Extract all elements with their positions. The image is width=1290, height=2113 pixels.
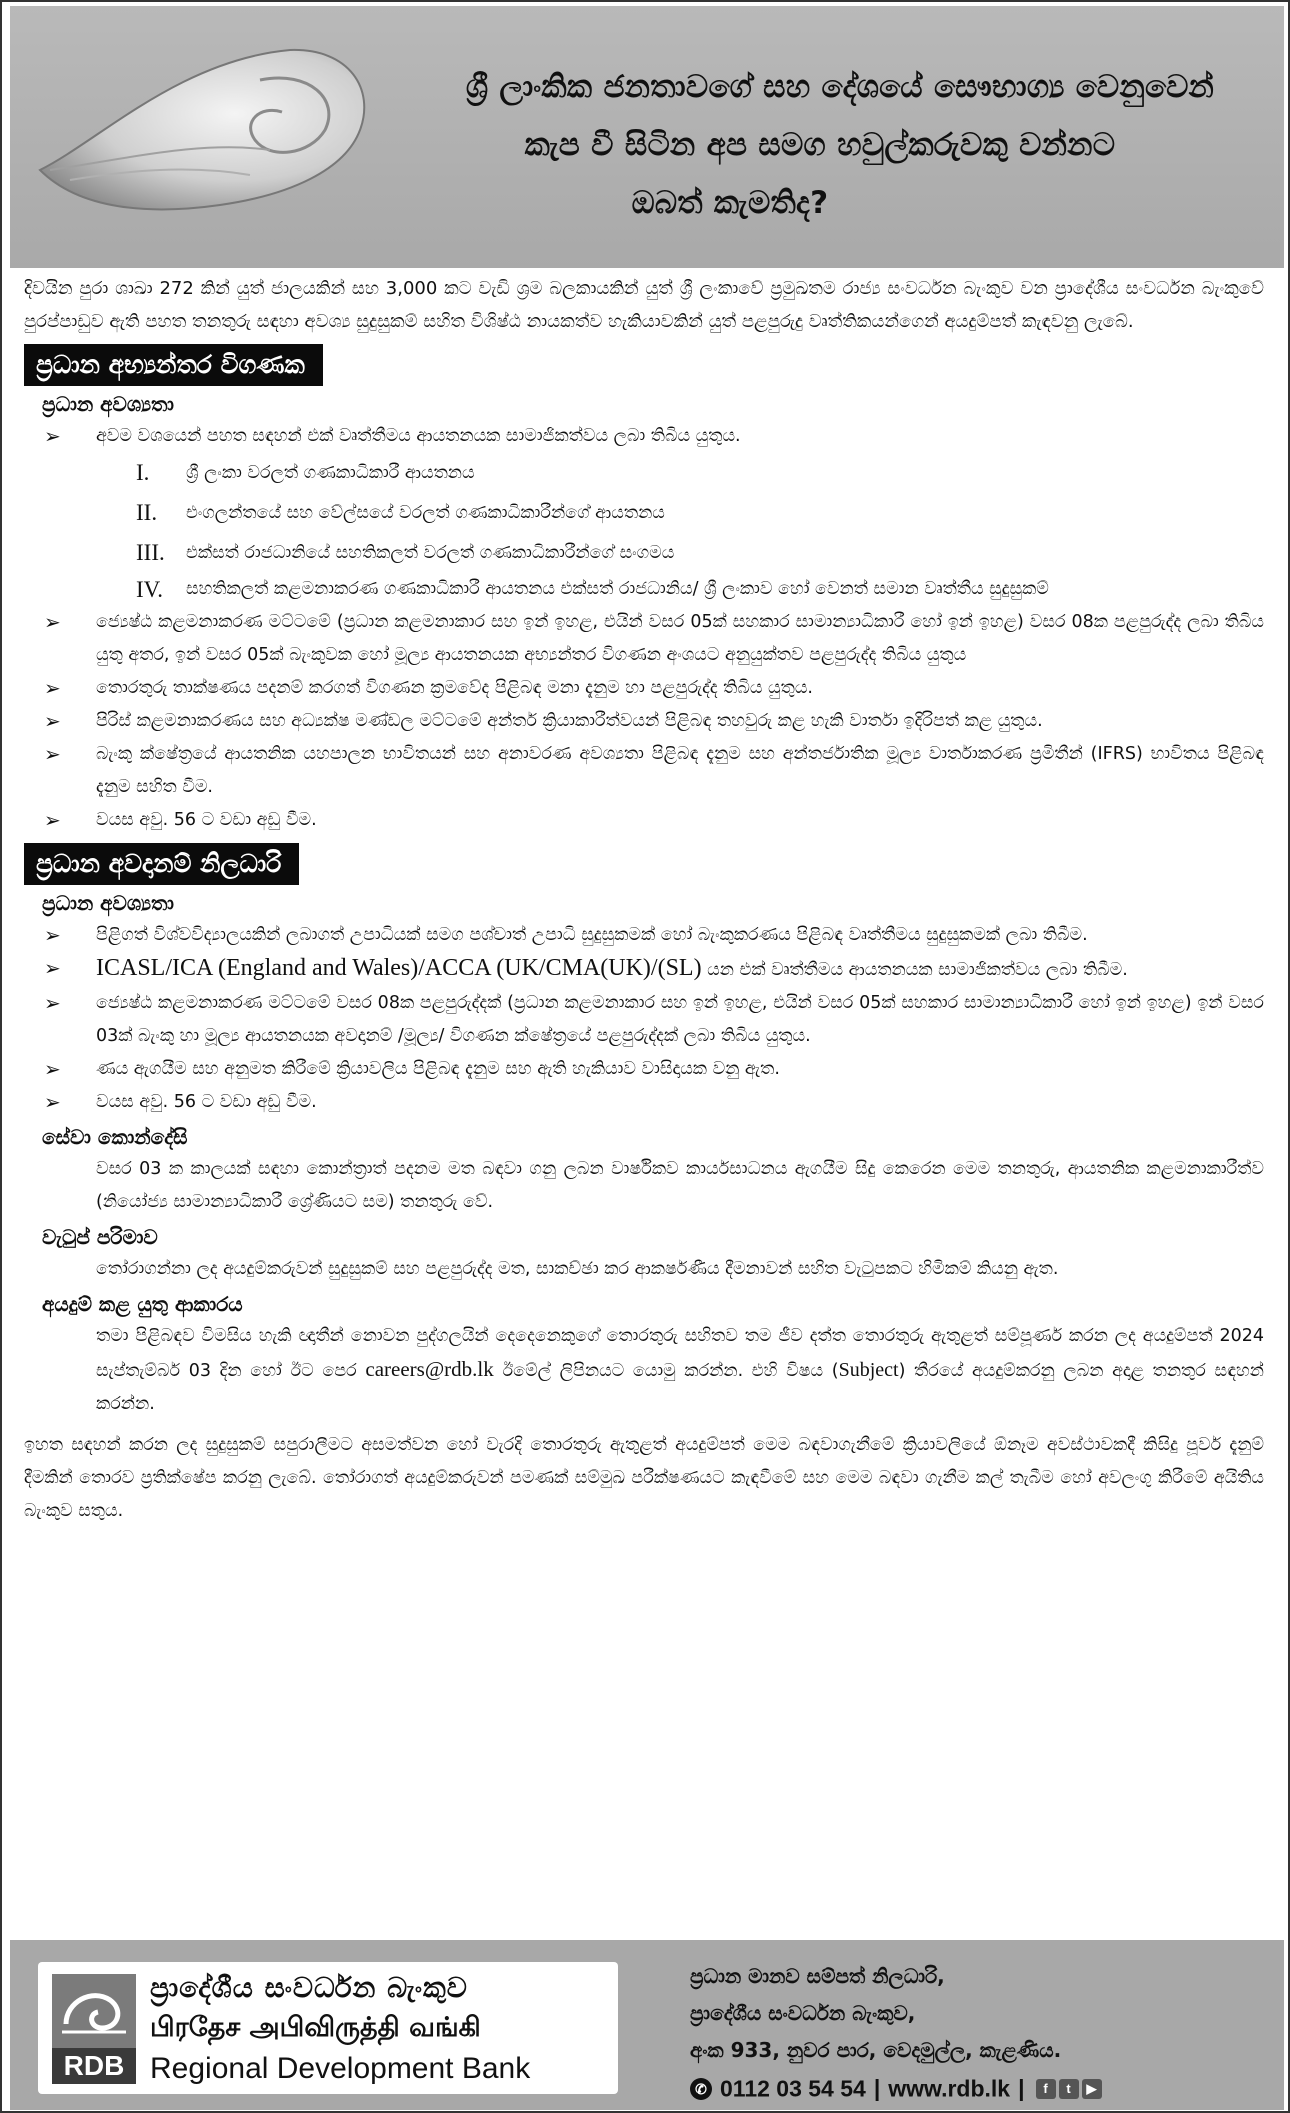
position-1-title: ප්‍රධාන අභ්‍යන්තර විගණක xyxy=(24,344,323,386)
header-line-1: ශ්‍රී ලාංකික ජනතාවගේ සහ දේශයේ සෞභාග්‍ය වෙනුවෙන් xyxy=(465,69,1215,105)
arrow-bullet-icon: ➢ xyxy=(44,923,61,947)
twitter-icon[interactable]: t xyxy=(1059,2079,1079,2099)
arrow-bullet-icon: ➢ xyxy=(44,1057,61,1081)
arrow-bullet-icon: ➢ xyxy=(44,610,61,634)
header-banner xyxy=(10,6,1284,268)
list-item: ➢ තොරතුරු තාක්ෂණය පදනම් කරගත් විගණන ක්‍රමවේද පිළිබඳ මනා දැනුම හා පළපුරුද්ද තිබිය යුතුය. xyxy=(24,672,1264,705)
closing-paragraph: ඉහත සඳහන් කරන ලද සුදුසුකම් සපුරාලීමට අසමත්වන හෝ වැරදි තොරතුරු ඇතුළත් අයදුම්පත් මෙම බඳවාගැනීමේ ක්‍රියාවලියේ ඕනෑම අවස්ථාවකදී කිසිදු පූර්ව දැනුම් දීමකින් තොරව ප්‍රතික්ෂේප කරනු ලැබේ. තෝරාගත් අයදුම්කරුවන් පමණක් සම්මුඛ පරීක්ෂණයට කැඳවීමේ සහ මෙම බඳවා ගැනීම කල් තැබීම හෝ අවලංගු කිරීමේ අයිතිය බැංකුව සතුය. xyxy=(24,1435,1264,1521)
logo-sinhala-name: ප්‍රාදේශීය සංවර්ධන බැංකුව xyxy=(150,1971,468,2004)
website-link[interactable]: www.rdb.lk xyxy=(888,2075,1011,2102)
address-line-1: ප්‍රධාන මානව සම්පත් නිලධාරි, xyxy=(690,1964,945,1988)
list-item: IV. සහතිකලත් කළමනාකරණ ගණකාධිකාරී ආයතනය එක්සත් රාජධානිය/ ශ්‍රී ලංකාව හෝ වෙනත් සමාන වෘත්තීය සුදුසුකම් xyxy=(136,577,1049,602)
contact-line xyxy=(690,2069,1102,2107)
footer xyxy=(10,1940,1284,2110)
header-title xyxy=(370,58,1270,232)
list-item: ➢ බැංකු ක්ෂේත්‍රයේ ආයතනික යහපාලන භාවිතයන් සහ අනාවරණ අවශ්‍යතා පිළිබඳ දැනුම සහ අන්තර්ජාතික මූල්‍ය වාර්තාකරණ ප්‍රමිතීන් (IFRS) භාවිතය පිළිබඳ දැනුම සහිත වීම. xyxy=(24,738,1264,804)
youtube-icon[interactable]: ▶ xyxy=(1082,2079,1102,2099)
separator: | xyxy=(1018,2075,1025,2102)
position-2-requirements xyxy=(24,919,1264,1119)
logo-emblem-icon xyxy=(52,1974,136,2048)
arrow-bullet-icon: ➢ xyxy=(44,956,61,980)
list-item: ➢ වයස අවු. 56 ට වඩා අඩු වීම. xyxy=(24,804,1264,837)
apply-heading: අයදුම් කළ යුතු ආකාරය xyxy=(42,1292,243,1316)
list-item: ➢ ජ්‍යෙෂ්ඨ කළමනාකරණ මට්ටමේ (ප්‍රධාන කළමනාකාර සහ ඉන් ඉහළ, එයින් වසර 05ක් සහකාර සාමාන්‍යාධිකාරී හෝ ඉන් ඉහළ) වසර 08ක පළපුරුද්ද ලබා තිබිය යුතු අතර, ඉන් වසර 05ක් බැංකුවක හෝ මූල්‍ය ආයතනයක අභ්‍යන්තර විගණන අංශයට අනුයුක්තව පළපුරුද්ද තිබිය යුතුය xyxy=(24,606,1264,672)
arrow-bullet-icon: ➢ xyxy=(44,424,61,448)
position-2-req-heading: ප්‍රධාන අවශ්‍යතා xyxy=(42,891,174,915)
header-line-3: ඔබත් කැමතිද? xyxy=(631,185,829,221)
main-content xyxy=(24,272,1264,1528)
list-item: I. ශ්‍රී ලංකා වරලත් ගණකාධිකාරී ආයතනය xyxy=(136,460,475,485)
logo-tamil-name: பிரதேச அபிவிருத்தி வங்கி xyxy=(150,2012,481,2043)
salary-text: තෝරාගන්නා ලද අයදුම්කරුවන් සුදුසුකම් සහ පළපුරුද්ද මත, සාකච්ඡා කර ආකර්ෂණීය දීමනාවන් සහිත වැටුපකට හිමිකම් කියනු ඇත. xyxy=(96,1259,1059,1279)
list-item: ➢ වයස අවු. 56 ට වඩා අඩු වීම. xyxy=(24,1086,1264,1119)
logo-texts xyxy=(150,1968,530,2090)
intro-paragraph: දිවයින පුරා ශාඛා 272 කින් යුත් ජාලයකින් සහ 3,000 කට වැඩි ශ්‍රම බලකායකින් යුත් ශ්‍රී ලංකාවේ ප්‍රමුඛතම රාජ්‍ය සංවර්ධන බැංකුව වන ප්‍රාදේශීය සංවර්ධන බැංකුවේ පුරප්පාඩුව ඇති පහත තනතුරු සඳහා අවශ්‍ය සුදුසුකම් සහිත විශිෂ්ඨ නායකත්ව හැකියාවකින් යුත් පළපුරුදු වෘත්තිකයන්ගෙන් අයදුම්පත් කැඳවනු ලැබේ. xyxy=(24,278,1264,332)
bank-logo xyxy=(38,1962,618,2094)
arrow-bullet-icon: ➢ xyxy=(44,991,61,1015)
phone-number[interactable]: 0112 03 54 54 xyxy=(720,2075,866,2102)
service-heading: සේවා කොන්දේසි xyxy=(42,1125,188,1149)
list-item: ➢ අවම වශයෙන් පහත සඳහන් එක් වෘත්තීමය ආයතනයක සාමාජිකත්වය ලබා තිබිය යුතුය. I. ශ්‍රී ලංකා වරලත් ගණකාධිකාරී ආයතනය II. එංගලන්තයේ සහ වේල්සයේ වරලත් ගණකාධිකාරීන්ගේ ආයතනය III. එක්සත් රාජධානියේ සහතිකලත් වරලත් ගණකාධිකාරීන්ගේ සංගමය IV. සහතිකලත් කළමනාකරණ ගණකාධිකාරී ආයතනය එක්සත් රාජධානිය/ ශ්‍රී ලංකාව හෝ වෙනත් සමාන වෘත්තීය සුදුසුකම් xyxy=(24,420,1264,606)
logo-mark xyxy=(52,1974,136,2084)
arrow-bullet-icon: ➢ xyxy=(44,1090,61,1114)
list-item: III. එක්සත් රාජධානියේ සහතිකලත් වරලත් ගණකාධිකාරීන්ගේ සංගමය xyxy=(136,540,675,565)
arrow-bullet-icon: ➢ xyxy=(44,676,61,700)
contact-address xyxy=(690,1958,1102,2107)
list-item: ➢ ජ්‍යෙෂ්ඨ කළමනාකරණ මට්ටමේ වසර 08ක පළපුරුද්දක් (ප්‍රධාන කළමනාකාර සහ ඉන් ඉහළ, එයින් වසර 05ක් සහකාර සාමාන්‍යාධිකාරී හෝ ඉන් ඉහළ) ඉන් වසර 03ක් බැංකු හා මූල්‍ය ආයතනයක අවදානම් /මූල්‍ය/ විගණන ක්ෂේත්‍රයේ පළපුරුද්දක් ලබා තිබිය යුතුය. xyxy=(24,987,1264,1053)
position-2-title: ප්‍රධාන අවදානම් නිලධාරි xyxy=(24,843,299,885)
arrow-bullet-icon: ➢ xyxy=(44,742,61,766)
header-line-2: කැප වී සිටින අප සමග හවුල්කරුවකු වන්නට xyxy=(524,127,1116,163)
apply-text: තමා පිළිබඳව විමසිය හැකි ඥාතීන් නොවන පුද්ගලයින් දෙදෙනෙකුගේ තොරතුරු සහිතව තම ජීව දත්ත තොරතුරු ඇතුළත් සම්පූර්ණ කරන ලද අයදුම්පත් 2024 සැප්තැම්බර් 03 දින හෝ ඊට පෙර careers@rdb.lk ඊමේල් ලිපිනයට යොමු කරන්න. එහි විෂය (Subject) තීරයේ අයදුම්කරනු ලබන අදාළ තනතුර සඳහන් කරන්න. xyxy=(96,1326,1264,1414)
separator: | xyxy=(873,2075,881,2102)
list-item: II. එංගලන්තයේ සහ වේල්සයේ වරලත් ගණකාධිකාරීන්ගේ ආයතනය xyxy=(136,500,665,525)
facebook-icon[interactable]: f xyxy=(1036,2079,1056,2099)
position-1-requirements xyxy=(24,420,1264,837)
logo-abbreviation: RDB xyxy=(52,2048,136,2084)
arrow-bullet-icon: ➢ xyxy=(44,709,61,733)
list-item: ➢ පිළිගත් විශ්වවිද්‍යාලයකින් ලබාගත් උපාධියක් සමග පශ්චාත් උපාධි සුදුසුකමක් හෝ බැංකුකරණය පිළිබඳ වෘත්තීමය සුදුසුකමක් ලබා තිබීම. xyxy=(24,919,1264,952)
qualification-list xyxy=(136,453,1264,606)
arrow-bullet-icon: ➢ xyxy=(44,808,61,832)
list-item: ➢ පිරිස් කළමනාකරණය සහ අධ්‍යක්ෂ මණ්ඩල මට්ටමේ අන්තර් ක්‍රියාකාරීත්වයන් පිළිබඳ තහවුරු කළ හැකි වාර්තා ඉදිරිපත් කළ යුතුය. xyxy=(24,705,1264,738)
phone-icon: ✆ xyxy=(690,2078,712,2100)
email-link[interactable]: careers@rdb.lk xyxy=(365,1357,494,1381)
logo-english-name: Regional Development Bank xyxy=(150,2052,531,2085)
address-line-2: ප්‍රාදේශීය සංවර්ධන බැංකුව, xyxy=(690,2001,916,2025)
service-text: වසර 03 ක කාලයක් සඳහා කොන්ත්‍රාත් පදනම මත බඳවා ගනු ලබන වාර්ෂිකව කාර්යසාධනය ඇගයීම සිදු කෙරෙන මෙම තනතුරු, ආයතනික කළමනාකාරීත්ව (නියෝජ්‍ය සාමාන්‍යාධිකාරී ශ්‍රේණියට සම) තනතුරු වේ. xyxy=(96,1159,1264,1212)
list-item: ➢ ණය ඇගයීම සහ අනුමත කිරීමේ ක්‍රියාවලිය පිළිබඳ දැනුම සහ ඇති හැකියාව වාසිදායක වනු ඇත. xyxy=(24,1053,1264,1086)
salary-heading: වැටුප් පරිමාව xyxy=(42,1225,158,1249)
position-1-req-heading: ප්‍රධාන අවශ්‍යතා xyxy=(42,392,174,416)
address-line-3: අංක 933, නුවර පාර, වෙදමුල්ල, කැළණිය. xyxy=(690,2038,1062,2062)
list-item: ➢ ICASL/ICA (England and Wales)/ACCA (UK/CMA(UK)/(SL) යන එක් වෘත්තීමය ආයතනයක සාමාජිකත්වය ලබා තිබීම. xyxy=(24,952,1264,987)
